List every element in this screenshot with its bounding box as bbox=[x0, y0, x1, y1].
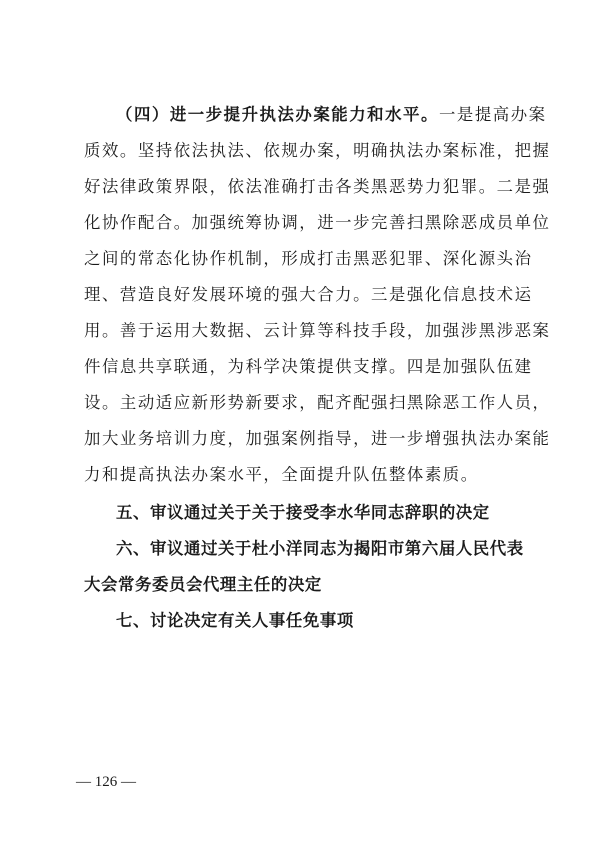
section4-line-9: 加大业务培训力度，加强案例指导，进一步增强执法办案能 bbox=[84, 429, 551, 448]
item6-heading-line1: 六、审议通过关于杜小洋同志为揭阳市第六届人民代表 bbox=[116, 539, 524, 558]
section4-line-0: 一是提高办案 bbox=[438, 105, 547, 124]
section4-line-10: 力和提高执法办案水平，全面提升队伍整体素质。 bbox=[84, 465, 479, 484]
item6-heading-line2: 大会常务委员会代理主任的决定 bbox=[84, 575, 322, 594]
section4-heading: （四）进一步提升执法办案能力和水平。 bbox=[116, 105, 439, 124]
section4-line-6: 用。善于运用大数据、云计算等科技手段，加强涉黑涉恶案 bbox=[84, 321, 551, 340]
section4-line-8: 设。主动适应新形势新要求，配齐配强扫黑除恶工作人员， bbox=[84, 393, 551, 412]
section4-line-3: 化协作配合。加强统筹协调，进一步完善扫黑除恶成员单位 bbox=[84, 213, 551, 232]
section4-line-4: 之间的常态化协作机制，形成打击黑恶犯罪、深化源头治 bbox=[84, 249, 533, 268]
section4-first-line bbox=[116, 104, 547, 126]
section4-line-2: 好法律政策界限，依法准确打击各类黑恶势力犯罪。二是强 bbox=[84, 177, 551, 196]
section4-line-7: 件信息共享联通，为科学决策提供支撑。四是加强队伍建 bbox=[84, 357, 533, 376]
item5-heading: 五、审议通过关于关于接受李水华同志辞职的决定 bbox=[116, 503, 490, 522]
item7-heading: 七、讨论决定有关人事任免事项 bbox=[116, 611, 354, 630]
section4-line-1: 质效。坚持依法执法、依规办案，明确执法办案标准，把握 bbox=[84, 141, 551, 160]
page-number: — 126 — bbox=[76, 774, 136, 790]
section4-line-5: 理、营造良好发展环境的强大合力。三是强化信息技术运 bbox=[84, 285, 533, 304]
